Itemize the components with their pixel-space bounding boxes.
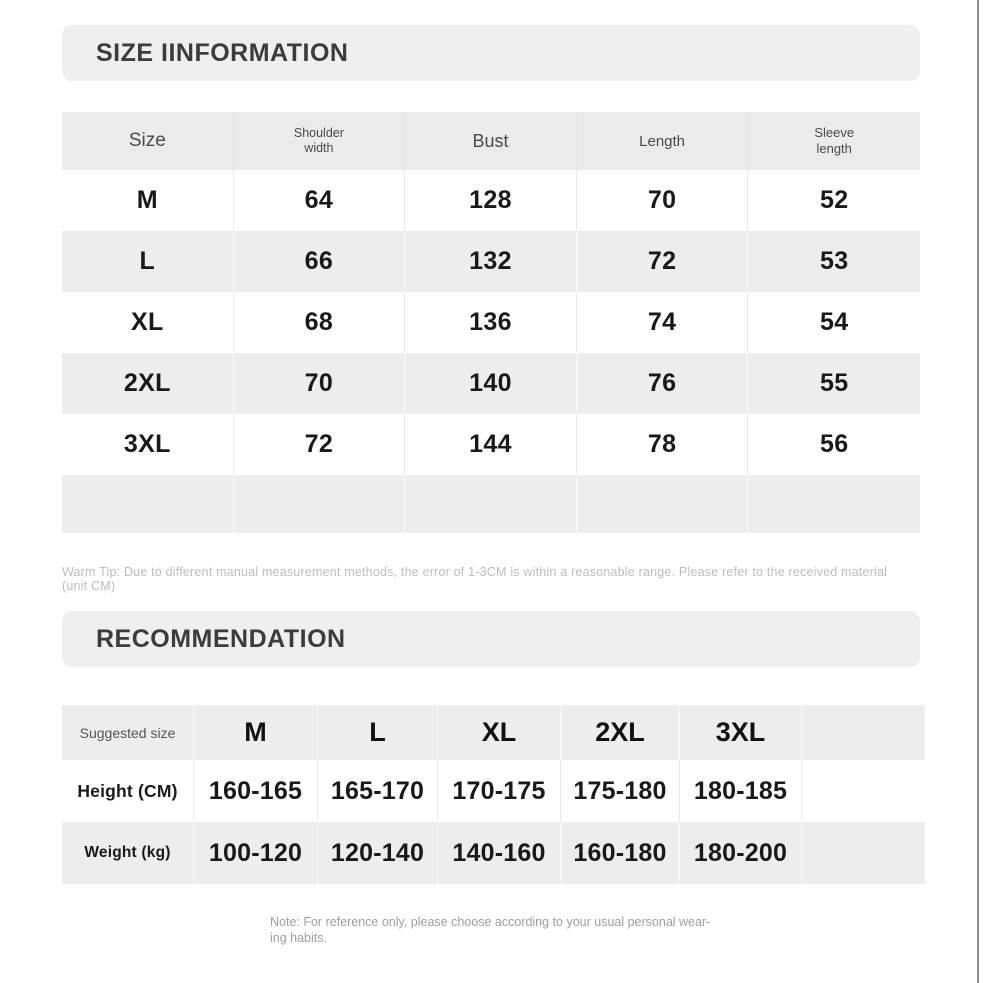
recommendation-title: RECOMMENDATION (96, 624, 346, 653)
size-cell: 2XL (62, 353, 234, 414)
sleeve-length-cell: 56 (819, 430, 849, 458)
sleeve-length-cell: 54 (819, 308, 849, 336)
reference-note (270, 914, 730, 947)
size-information-header-bar (62, 25, 920, 81)
weight-value: 140-160 (438, 822, 561, 884)
shoulder-width-cell: 72 (234, 414, 406, 475)
length-cell: 70 (577, 170, 749, 231)
size-information-title: SIZE IINFORMATION (96, 38, 349, 67)
size-table-header-shoulder-width: Shoulder width (234, 112, 406, 170)
bust-cell: 132 (405, 231, 577, 292)
weight-value: 160-180 (561, 822, 680, 884)
height-value: 180-185 (680, 760, 802, 822)
weight-value: 120-140 (318, 822, 438, 884)
length-cell: 72 (577, 231, 749, 292)
weight-value: 100-120 (194, 822, 318, 884)
size-cell: 3XL (62, 414, 234, 475)
height-row-label: Height (CM) (62, 760, 194, 822)
size-col-3xl: 3XL (680, 705, 802, 760)
table-row (62, 414, 920, 475)
length-cell: 76 (577, 353, 749, 414)
size-col-empty (802, 705, 925, 760)
size-col-2xl: 2XL (561, 705, 680, 760)
table-row (62, 353, 920, 414)
recommendation-header-bar (62, 611, 920, 667)
table-row (62, 822, 925, 884)
shoulder-width-cell: 68 (234, 292, 406, 353)
sleeve-length-cell: 52 (819, 186, 849, 214)
size-table-header-bust: Bust (405, 112, 577, 170)
height-value: 165-170 (318, 760, 438, 822)
length-cell: 74 (577, 292, 749, 353)
weight-row-label: Weight (kg) (62, 822, 194, 884)
right-edge-divider (977, 0, 979, 983)
weight-value: 180-200 (680, 822, 802, 884)
height-value: 175-180 (561, 760, 680, 822)
shoulder-width-cell: 70 (234, 353, 406, 414)
size-col-l: L (318, 705, 438, 760)
height-value-empty (802, 760, 925, 822)
shoulder-width-cell: 66 (234, 231, 406, 292)
size-table-header-length: Length (577, 112, 749, 170)
sleeve-length-cell: 53 (819, 247, 849, 275)
size-col-m: M (194, 705, 318, 760)
weight-value-empty (802, 822, 925, 884)
bust-cell: 144 (405, 414, 577, 475)
recommendation-header-row (62, 705, 925, 760)
size-cell: L (62, 231, 234, 292)
size-cell: XL (62, 292, 234, 353)
bust-cell: 128 (405, 170, 577, 231)
table-row-empty (62, 475, 920, 533)
reference-note-line1: Note: For reference only, please choose according to your usual personal wear- (270, 915, 711, 929)
size-table-header-row (62, 112, 920, 170)
size-col-xl: XL (438, 705, 561, 760)
bust-cell: 136 (405, 292, 577, 353)
size-table-header-sleeve-length: Sleeve length (814, 125, 855, 156)
recommendation-table (62, 705, 925, 884)
sleeve-length-cell: 55 (819, 369, 849, 397)
length-cell: 78 (577, 414, 749, 475)
shoulder-width-cell: 64 (234, 170, 406, 231)
warm-tip-text: Warm Tip: Due to different manual measurement methods, the error of 1-3CM is within a reasonable range. Please refer to the received material (unit CM) (62, 565, 888, 593)
size-table (62, 112, 920, 533)
size-cell: M (62, 170, 234, 231)
table-row (62, 231, 920, 292)
table-row (62, 292, 920, 353)
bust-cell: 140 (405, 353, 577, 414)
reference-note-line2: ing habits. (270, 931, 327, 946)
table-row (62, 760, 925, 822)
height-value: 170-175 (438, 760, 561, 822)
size-table-header-size: Size (62, 112, 234, 170)
table-row (62, 170, 920, 231)
suggested-size-header: Suggested size (62, 705, 194, 760)
height-value: 160-165 (194, 760, 318, 822)
